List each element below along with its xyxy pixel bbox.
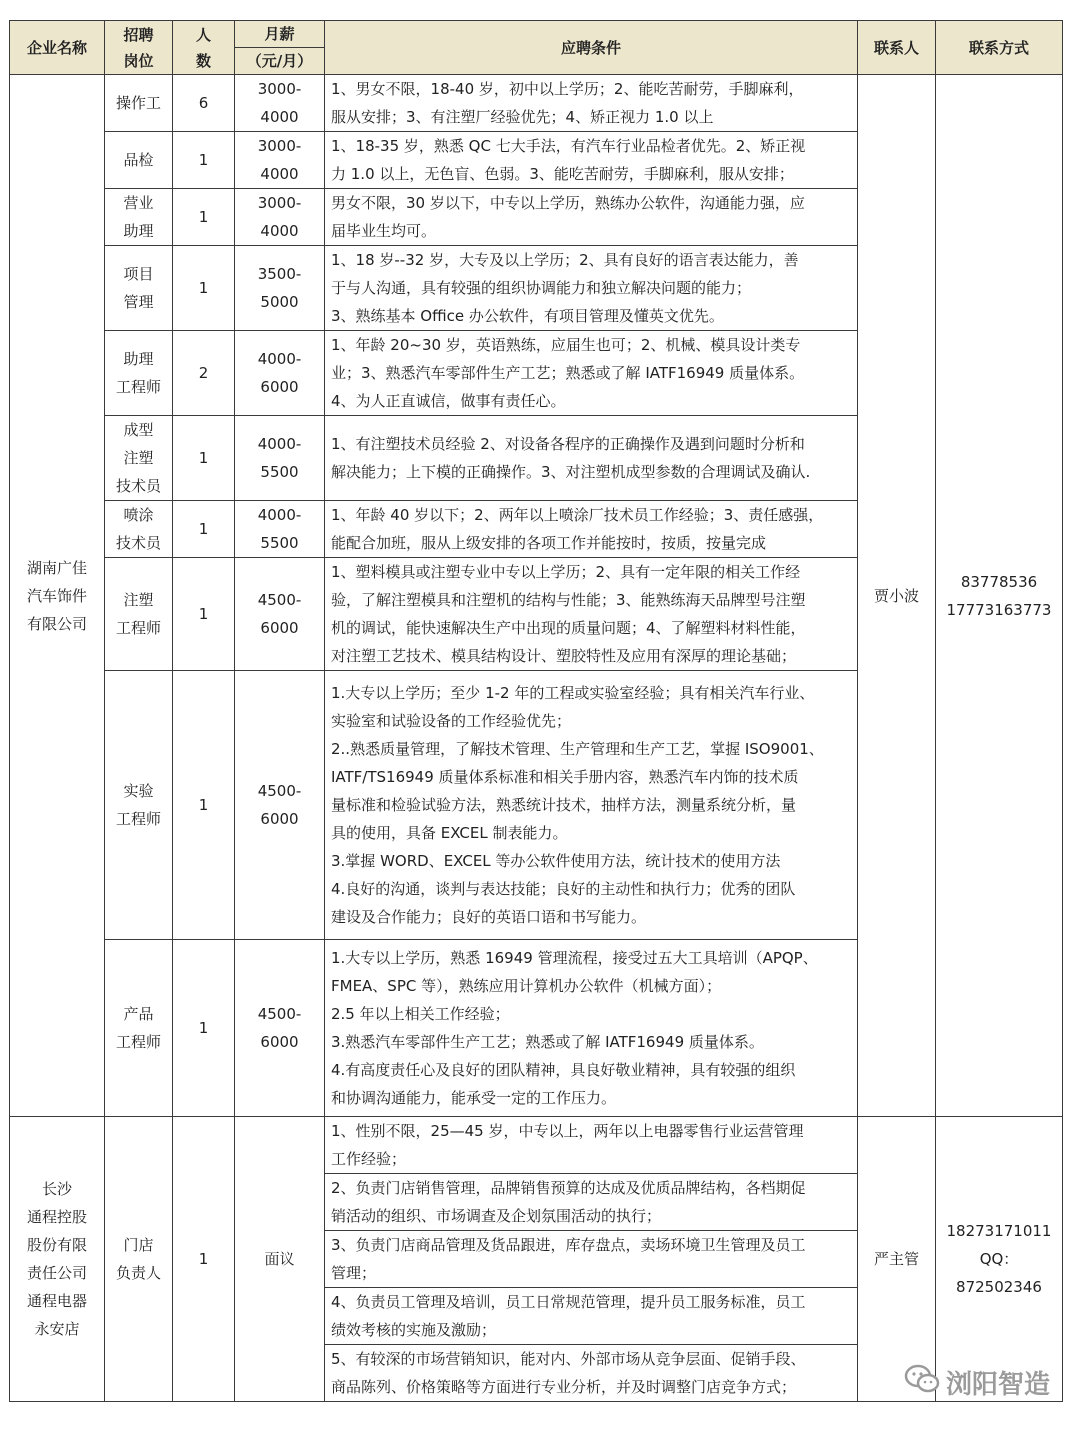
line: 于与人沟通，具有较强的组织协调能力和独立解决问题的能力；: [331, 279, 752, 297]
line: 3000-: [257, 194, 302, 212]
contact-phone: [936, 75, 1063, 1117]
contact-phone: [936, 1117, 1063, 1402]
line: 有限公司: [26, 614, 87, 633]
job-count: 1: [173, 189, 235, 246]
line: 助理: [123, 222, 154, 240]
job-salary: [235, 671, 325, 940]
line: 4.有高度责任心及良好的团队精神，具良好敬业精神，具有较强的组织: [331, 1061, 796, 1079]
line: 工程师: [115, 810, 161, 828]
job-salary: [235, 416, 325, 501]
table-row: [10, 1117, 1063, 1174]
line: 3000-: [257, 137, 302, 155]
header-phone: 联系方式: [936, 21, 1063, 75]
job-count: 1: [173, 416, 235, 501]
line: 操作工: [115, 94, 161, 112]
job-position: [105, 331, 173, 416]
line: 管理: [123, 293, 154, 311]
line: 4000-: [257, 435, 302, 453]
line: 3.熟悉汽车零部件生产工艺；熟悉或了解 IATF16949 质量体系。: [331, 1033, 764, 1051]
header-contact: 联系人: [858, 21, 936, 75]
line: 工程师: [115, 378, 161, 396]
recruitment-table: [9, 20, 1063, 1402]
line: 责任公司: [26, 1264, 87, 1282]
job-requirements: [325, 671, 858, 940]
line: 4000: [260, 222, 299, 240]
job-count: 1: [173, 246, 235, 331]
job-requirements: [325, 1345, 858, 1402]
contact-person: 贾小波: [858, 75, 936, 1117]
job-requirements: [325, 940, 858, 1117]
line: 6000: [260, 619, 299, 637]
job-requirements: [325, 1231, 858, 1288]
line: 1、男女不限，18-40 岁，初中以上学历；2、能吃苦耐劳，手脚麻利，: [331, 80, 804, 98]
line: 解决能力；上下模的正确操作。3、对注塑机成型参数的合理调试及确认.: [331, 463, 811, 481]
job-salary: [235, 501, 325, 558]
line: 工程师: [115, 619, 161, 637]
line: 具的使用，具备 EXCEL 制表能力。: [331, 824, 568, 842]
line: 6000: [260, 378, 299, 396]
line: 4500-: [257, 782, 302, 800]
line: 4.良好的沟通，谈判与表达技能；良好的主动性和执行力；优秀的团队: [331, 880, 796, 898]
line: IATF/TS16949 质量体系标准和相关手册内容，熟悉汽车内饰的技术质: [331, 768, 799, 786]
line: 届毕业生均可。: [331, 222, 437, 240]
watermark: [904, 1364, 1050, 1401]
job-count: 6: [173, 75, 235, 132]
line: 3500-: [257, 265, 302, 283]
line: 4、为人正直诚信，做事有责任心。: [331, 392, 566, 410]
job-count: 1: [173, 671, 235, 940]
line: 3000-: [257, 80, 302, 98]
job-requirements: [325, 246, 858, 331]
line: 3、负责门店商品管理及货品跟进，库存盘点，卖场环境卫生管理及员工: [331, 1236, 806, 1254]
line: 品检: [123, 151, 154, 169]
job-position: [105, 558, 173, 671]
line: 通程电器: [26, 1292, 87, 1310]
line: 83778536: [960, 572, 1038, 591]
line: 通程控股: [26, 1208, 87, 1226]
line: 1.大专以上学历，熟悉 16949 管理流程，接受过五大工具培训（APQP、: [331, 949, 818, 967]
line: 4、负责员工管理及培训，员工日常规范管理，提升员工服务标准，员工: [331, 1293, 806, 1311]
line: 能配合加班，服从上级安排的各项工作并能按时，按质，按量完成: [331, 534, 767, 552]
company-name: [10, 75, 105, 1117]
line: 2、负责门店销售管理，品牌销售预算的达成及优质品牌结构，各档期促: [331, 1179, 806, 1197]
job-count: 1: [173, 132, 235, 189]
line: 机的调试，能快速解决生产中出现的质量问题；4、了解塑料材料性能，: [331, 619, 806, 637]
table-row: [10, 75, 1063, 132]
header-position: 招聘 岗位: [105, 21, 173, 75]
line: 18273171011: [946, 1222, 1052, 1240]
line: 业；3、熟悉汽车零部件生产工艺；熟悉或了解 IATF16949 质量体系。: [331, 364, 805, 382]
header-count: 人 数: [173, 21, 235, 75]
line: 管理；: [331, 1264, 377, 1282]
header-row: [10, 21, 1063, 48]
watermark-text: 浏阳智造: [945, 1370, 1050, 1400]
job-position: [105, 246, 173, 331]
job-count: 1: [173, 1117, 235, 1402]
header-requirements: 应聘条件: [325, 21, 858, 75]
job-requirements: [325, 132, 858, 189]
line: 实验: [123, 782, 154, 800]
job-salary: [235, 246, 325, 331]
job-requirements: [325, 416, 858, 501]
line: 验，了解注塑模具和注塑机的结构与性能；3、能熟练海天品牌型号注塑: [331, 591, 806, 609]
job-requirements: [325, 1174, 858, 1231]
line: 3.掌握 WORD、EXCEL 等办公软件使用方法，统计技术的使用方法: [331, 852, 781, 870]
line: 1、18 岁--32 岁，大专及以上学历；2、具有良好的语言表达能力，善: [331, 251, 799, 269]
line: 4000: [260, 165, 299, 183]
job-position: [105, 940, 173, 1117]
line: 2.5 年以上相关工作经验；: [331, 1005, 510, 1023]
line: FMEA、SPC 等），熟练应用计算机办公软件（机械方面）；: [331, 977, 722, 995]
line: 助理: [123, 350, 154, 368]
line: 技术员: [115, 534, 161, 552]
job-requirements: [325, 501, 858, 558]
line: 2..熟悉质量管理，了解技术管理、生产管理和生产工艺，掌握 ISO9001、: [331, 740, 824, 758]
job-requirements: [325, 75, 858, 132]
line: 面议: [264, 1250, 295, 1268]
line: 工作经验；: [331, 1150, 407, 1168]
line: 长沙: [41, 1180, 72, 1198]
job-count: 2: [173, 331, 235, 416]
job-requirements: [325, 1117, 858, 1174]
line: 股份有限: [26, 1236, 87, 1254]
line: 销活动的组织、市场调查及企划氛围活动的执行；: [331, 1207, 662, 1225]
line: 5、有较深的市场营销知识，能对内、外部市场从竞争层面、促销手段、: [331, 1350, 806, 1368]
line: 永安店: [34, 1320, 80, 1338]
line: 营业: [123, 194, 154, 212]
company-name: [10, 1117, 105, 1402]
line: 技术员: [115, 477, 161, 495]
job-salary: [235, 75, 325, 132]
line: 湖南广佳: [26, 558, 87, 577]
line: 5500: [260, 463, 299, 481]
line: 4000-: [257, 506, 302, 524]
line: 1、塑料模具或注塑专业中专以上学历；2、具有一定年限的相关工作经: [331, 563, 801, 581]
job-requirements: [325, 331, 858, 416]
line: 量标准和检验试验方法，熟悉统计技术，抽样方法，测量系统分析，量: [331, 796, 797, 814]
job-position: [105, 671, 173, 940]
line: 5500: [260, 534, 299, 552]
job-position: [105, 189, 173, 246]
line: 实验室和试验设备的工作经验优先；: [331, 712, 572, 730]
line: 建设及合作能力；良好的英语口语和书写能力。: [331, 908, 647, 926]
line: 3、熟练基本 Office 办公软件，有项目管理及懂英文优先。: [331, 307, 724, 325]
line: 对注塑工艺技术、模具结构设计、塑胶特性及应用有深厚的理论基础；: [331, 647, 797, 665]
job-requirements: [325, 558, 858, 671]
line: 商品陈列、价格策略等方面进行专业分析，并及时调整门店竞争方式；: [331, 1378, 797, 1396]
line: 4500-: [257, 591, 302, 609]
line: 17773163773: [946, 600, 1052, 619]
line: 负责人: [115, 1264, 161, 1282]
line: 绩效考核的实施及激励；: [331, 1321, 497, 1339]
job-count: 1: [173, 940, 235, 1117]
job-count: 1: [173, 501, 235, 558]
line: QQ：: [979, 1250, 1019, 1268]
job-salary: [235, 331, 325, 416]
line: 6000: [260, 810, 299, 828]
job-salary: [235, 189, 325, 246]
line: 产品: [123, 1005, 154, 1023]
line: 汽车饰件: [26, 586, 87, 605]
line: 和协调沟通能力，能承受一定的工作压力。: [331, 1089, 617, 1107]
job-salary: [235, 1117, 325, 1402]
header-company: 企业名称: [10, 21, 105, 75]
line: 服从安排；3、有注塑厂经验优先；4、矫正视力 1.0 以上: [331, 108, 714, 126]
line: 注塑: [123, 591, 154, 609]
line: 1、年龄 20~30 岁，英语熟练，应届生也可；2、机械、模具设计类专: [331, 336, 801, 354]
line: 门店: [123, 1236, 154, 1254]
table-body: [10, 75, 1063, 1402]
line: 1、年龄 40 岁以下；2、两年以上喷涂厂技术员工作经验；3、责任感强，: [331, 506, 824, 524]
line: 1、18-35 岁，熟悉 QC 七大手法，有汽车行业品检者优先。2、矫正视: [331, 137, 806, 155]
line: 项目: [123, 265, 154, 283]
line: 喷涂: [123, 506, 154, 524]
job-position: [105, 132, 173, 189]
line: 5000: [260, 293, 299, 311]
line: 4500-: [257, 1005, 302, 1023]
line: 成型: [123, 421, 154, 439]
job-count: 1: [173, 558, 235, 671]
line: 872502346: [956, 1278, 1042, 1296]
job-position: [105, 1117, 173, 1402]
line: 1.大专以上学历；至少 1-2 年的工程或实验室经验；具有相关汽车行业、: [331, 684, 815, 702]
job-salary: [235, 132, 325, 189]
job-position: [105, 501, 173, 558]
line: 1、有注塑技术员经验 2、对设备各程序的正确操作及遇到问题时分析和: [331, 435, 805, 453]
line: 6000: [260, 1033, 299, 1051]
line: 1、性别不限，25—45 岁，中专以上，两年以上电器零售行业运营管理: [331, 1122, 804, 1140]
line: 工程师: [115, 1033, 161, 1051]
contact-person: 严主管: [858, 1117, 936, 1402]
header-salary: 月薪: [235, 21, 325, 48]
job-salary: [235, 558, 325, 671]
wechat-icon: [904, 1364, 940, 1401]
job-salary: [235, 940, 325, 1117]
job-position: [105, 416, 173, 501]
job-requirements: [325, 1288, 858, 1345]
job-requirements: [325, 189, 858, 246]
job-position: [105, 75, 173, 132]
header-salary-unit: （元/月）: [235, 48, 325, 75]
line: 男女不限，30 岁以下，中专以上学历，熟练办公软件，沟通能力强，应: [331, 194, 805, 212]
line: 4000-: [257, 350, 302, 368]
line: 4000: [260, 108, 299, 126]
line: 力 1.0 以上，无色盲、色弱。3、能吃苦耐劳，手脚麻利，服从安排；: [331, 165, 794, 183]
line: 注塑: [123, 449, 154, 467]
